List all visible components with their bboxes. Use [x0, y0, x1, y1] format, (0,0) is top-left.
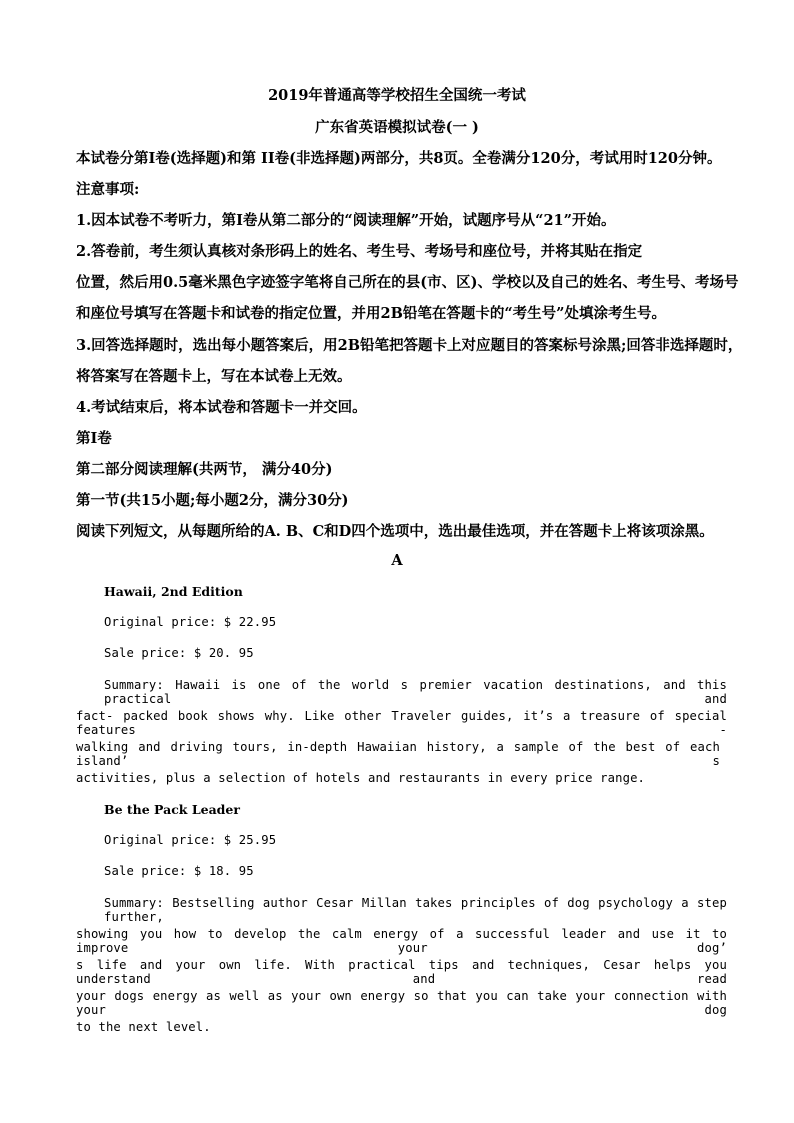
exam-title: 2019年普通高等学校招生全国统一考试: [268, 87, 526, 104]
book-2-original-price: Original price: $ 25.95: [104, 833, 277, 847]
book-2-summary-line-3: s life and your own life. With practical tips and techniques, Cesar helps you understand and read: [76, 958, 727, 986]
note-3-line-1: 3.回答选择题时，选出每小题答案后，用2B铅笔把答题卡上对应题目的答案标号涂黑;回答非选择题时，: [76, 337, 743, 354]
book-2-summary-line-5: to the next level.: [76, 1020, 211, 1034]
exam-subtitle: 广东省英语模拟试卷(一 ): [315, 119, 479, 136]
book-1-title: Hawaii, 2nd Edition: [104, 584, 243, 599]
book-1-sale-price: Sale price: $ 20. 95: [104, 646, 254, 660]
book-1-summary-line-4: activities, plus a selection of hotels and restaurants in every price range.: [76, 771, 646, 785]
note-2-line-3: 和座位号填写在答题卡和试卷的指定位置，并用2B铅笔在答题卡的“考生号”处填涂考生号。: [76, 305, 667, 322]
notes-heading: 注意事项:: [76, 181, 140, 198]
intro-text: 本试卷分第Ⅰ卷(选择题)和第 II卷(非选择题)两部分，共8页。全卷满分120分，考试用时120分钟。: [76, 150, 722, 167]
book-1-summary-line-2: fact- packed book shows why. Like other Traveler guides, it’s a treasure of special features -: [76, 709, 727, 737]
instructions: 阅读下列短文，从每题所给的A. B、C和D四个选项中，选出最佳选项，并在答题卡上将该项涂黑。: [76, 523, 714, 540]
book-2-sale-price: Sale price: $ 18. 95: [104, 864, 254, 878]
book-2-title: Be the Pack Leader: [104, 802, 240, 817]
note-3-line-2: 将答案写在答题卡上，写在本试卷上无效。: [76, 368, 352, 385]
sub-section-heading: 第一节(共15小题;每小题2分，满分30分): [76, 492, 349, 509]
book-2-summary-line-2: showing you how to develop the calm energy of a successful leader and use it to improve your dog’: [76, 927, 727, 955]
book-1-summary-line-1: Summary: Hawaii is one of the world s premier vacation destinations, and this practical and: [104, 678, 727, 706]
note-2-line-1: 2.答卷前，考生须认真核对条形码上的姓名、考生号、考场号和座位号，并将其贴在指定: [76, 243, 643, 260]
book-1-original-price: Original price: $ 22.95: [104, 615, 277, 629]
book-2-summary-line-1: Summary: Bestselling author Cesar Millan takes principles of dog psychology a step further,: [104, 896, 727, 924]
book-1-summary-line-3: walking and driving tours, in-depth Hawaiian history, a sample of the best of each island’ s: [76, 740, 720, 768]
passage-label: A: [391, 552, 403, 569]
part-heading: 第二部分阅读理解(共两节， 满分40分): [76, 461, 333, 478]
note-2-line-2: 位置，然后用0.5毫米黑色字迹签字笔将自己所在的县(市、区)、学校以及自己的姓名、考生号、考场号: [76, 274, 739, 291]
note-1: 1.因本试卷不考听力，第Ⅰ卷从第二部分的“阅读理解”开始，试题序号从“21”开始。: [76, 212, 616, 229]
volume-heading: 第Ⅰ卷: [76, 430, 112, 447]
note-4: 4.考试结束后，将本试卷和答题卡一并交回。: [76, 399, 367, 416]
book-2-summary-line-4: your dogs energy as well as your own energy so that you can take your connection with your dog: [76, 989, 727, 1017]
